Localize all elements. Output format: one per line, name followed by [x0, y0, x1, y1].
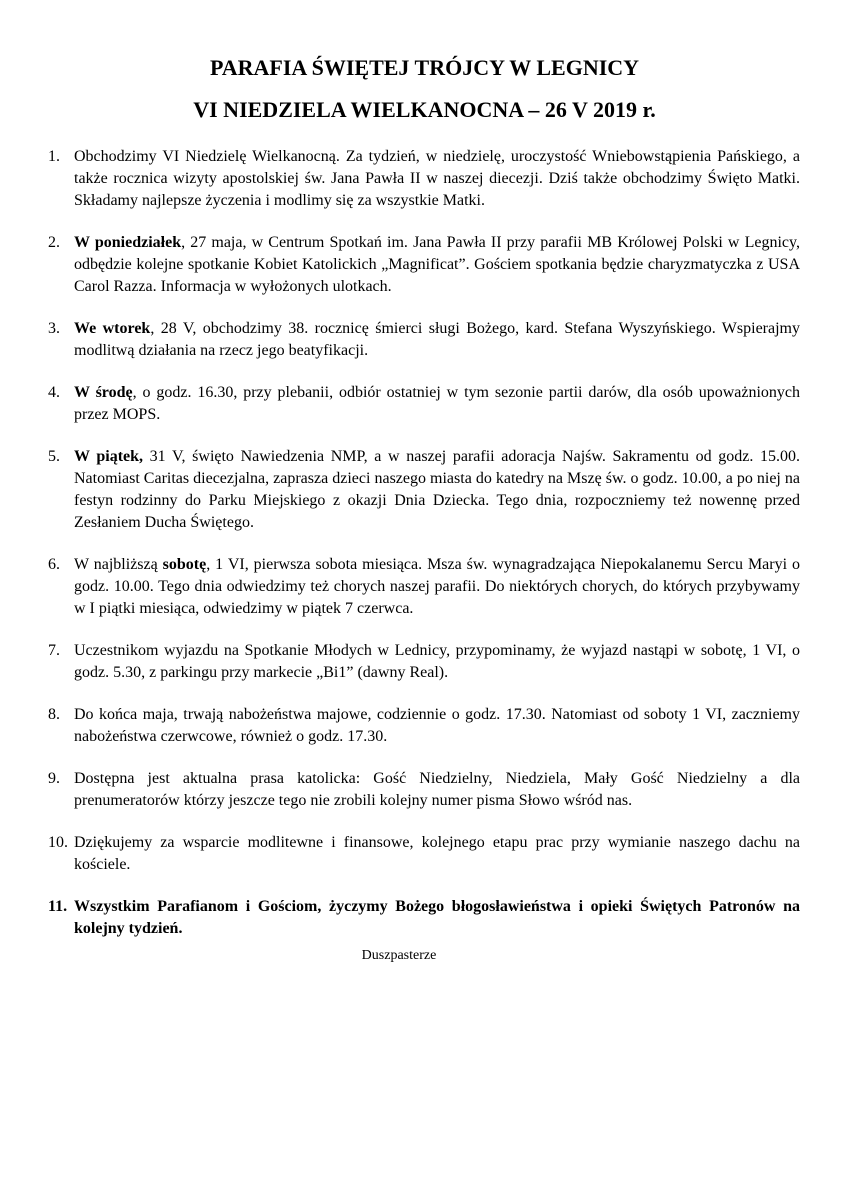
announcement-item-final: [48, 896, 800, 940]
parish-title: PARAFIA ŚWIĘTEJ TRÓJCY W LEGNICY: [209, 55, 640, 80]
item-bold-lead: W poniedziałek: [74, 234, 182, 251]
item-text: Do końca maja, trwają nabożeństwa majowe, codziennie o godz. 17.30. Natomiast od soboty 1 VI, zaczniemy nabożeństwa czerwcowe, również o godz. 17.30.: [74, 706, 800, 745]
announcement-item: [48, 832, 800, 876]
item-number: 6.: [48, 556, 60, 573]
item-text: Uczestnikom wyjazdu na Spotkanie Młodych w Lednicy, przypominamy, że wyjazd nastąpi w sobotę, 1 VI, o godz. 5.30, z parkingu przy markecie „Bi1” (dawny Real).: [74, 642, 800, 681]
item-bold-lead: sobotę: [162, 556, 207, 573]
item-number: 7.: [48, 642, 60, 659]
announcement-item: [48, 146, 800, 212]
item-pre-text: W najbliższą: [74, 556, 163, 573]
announcement-item: [48, 382, 800, 426]
item-bold-lead: We wtorek: [74, 320, 151, 337]
announcement-item: [48, 554, 800, 620]
announcement-item: [48, 768, 800, 812]
item-text: , o godz. 16.30, przy plebanii, odbiór ostatniej w tym sezonie partii darów, dla osób upoważnionych przez MOPS.: [74, 384, 801, 423]
item-text: 31 V, święto Nawiedzenia NMP, a w naszej parafii adoracja Najśw. Sakramentu od godz. 15.00. Natomiast Caritas diecezjalna, zaprasza dzieci naszego miasta do katedry na Mszę św. o godz. 10.00, a po niej na festyn rodzinny do Parku Miejskiego z okazji Dnia Dziecka. Tego dnia, rozpoczniemy też nowennę przed Zesłaniem Ducha Świętego.: [74, 448, 800, 531]
item-text: , 1 VI, pierwsza sobota miesiąca. Msza św. wynagradzająca Niepokalanemu Sercu Maryi o godz. 10.00. Tego dnia odwiedzimy też chorych naszej parafii. Do niektórych chorych, do których przybywamy w I piątki miesiąca, odwiedzimy w piątek 7 czerwca.: [74, 556, 800, 617]
item-number: 8.: [48, 706, 60, 723]
item-bold-lead: W piątek,: [74, 448, 144, 465]
announcement-item: [48, 640, 800, 684]
item-number: 9.: [48, 770, 60, 787]
announcement-item: [48, 446, 800, 534]
item-number: 10.: [48, 834, 68, 851]
item-text: Dostępna jest aktualna prasa katolicka: Gość Niedzielny, Niedziela, Mały Gość Niedzielny a dla prenumeratorów którzy jeszcze tego nie zrobili kolejny numer pisma Słowo wśród nas.: [74, 770, 800, 809]
item-bold-lead: W środę: [74, 384, 133, 401]
signature: Duszpasterze: [361, 948, 437, 963]
announcement-item: [48, 232, 800, 298]
item-number: 4.: [48, 384, 60, 401]
announcement-item: [48, 704, 800, 748]
item-number: 11.: [48, 898, 68, 915]
announcements-list: [48, 146, 800, 960]
announcement-item: [48, 318, 800, 362]
item-text: , 28 V, obchodzimy 38. rocznicę śmierci sługi Bożego, kard. Stefana Wyszyńskiego. Wspierajmy modlitwą działania na rzecz jego beatyfikacji.: [74, 320, 801, 359]
item-text: , 27 maja, w Centrum Spotkań im. Jana Pawła II przy parafii MB Królowej Polski w Legnicy, odbędzie kolejne spotkanie Kobiet Katolickich „Magnificat”. Gościem spotkania będzie charyzmatyczka z USA Carol Razza. Informacja w wyłożonych ulotkach.: [74, 234, 800, 295]
item-number: 5.: [48, 448, 60, 465]
item-number: 1.: [48, 148, 60, 165]
item-number: 3.: [48, 320, 60, 337]
item-text: Dziękujemy za wsparcie modlitewne i finansowe, kolejnego etapu prac przy wymianie naszego dachu na kościele.: [74, 834, 800, 873]
item-bold-lead: Wszystkim Parafianom i Gościom, życzymy Bożego błogosławieństwa i opieki Świętych Patronów na kolejny tydzień.: [74, 898, 800, 937]
sunday-title: VI NIEDZIELA WIELKANOCNA – 26 V 2019 r.: [193, 97, 656, 122]
item-number: 2.: [48, 234, 60, 251]
item-text: Obchodzimy VI Niedzielę Wielkanocną. Za tydzień, w niedzielę, uroczystość Wniebowstąpienia Pańskiego, a także rocznica wizyty apostolskiej św. Jana Pawła II w naszej diecezji. Dziś także obchodzimy Święto Matki. Składamy najlepsze życzenia i modlimy się za wszystkie Matki.: [74, 148, 800, 209]
